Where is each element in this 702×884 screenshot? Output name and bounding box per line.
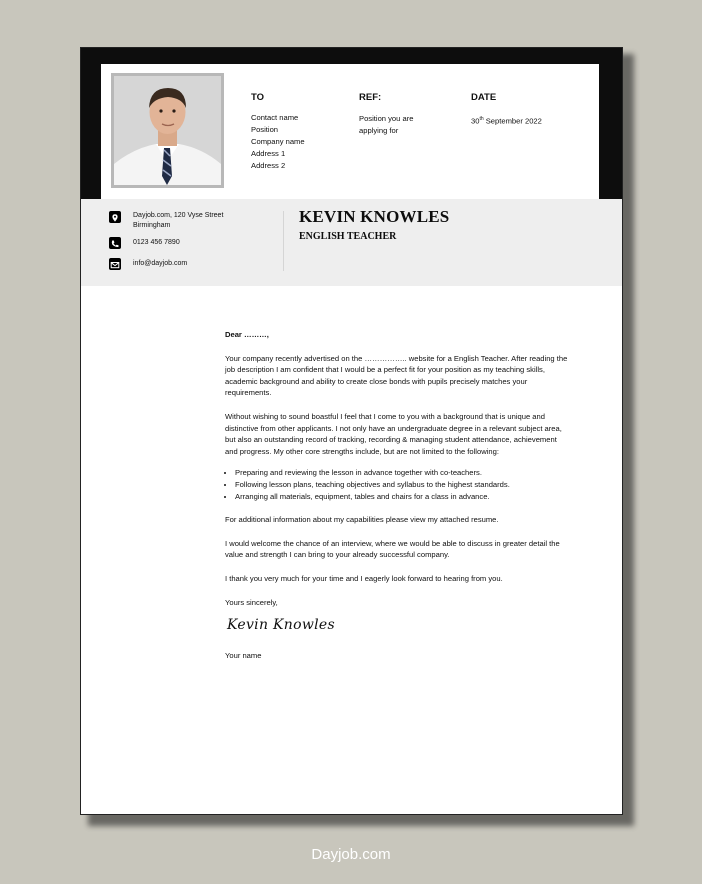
site-watermark: Dayjob.com [311,846,391,863]
your-name: Your name [225,650,262,660]
to-heading: TO [251,92,265,103]
closing: Yours sincerely, [225,597,278,607]
paragraph-background: Without wishing to sound boastful I feel that I come to you with a background that is unique and distinctive from other applicants. I not only have an undergraduate degree in a relevant subject area, but also an outstanding record of tracking, recording & managing student attendance, achievement and progress. My other core strengths include, but are not limited to the following: [225,411,562,456]
letter-body [225,329,570,673]
candidate-name: KEVIN KNOWLES [299,207,450,226]
candidate-role: ENGLISH TEACHER [299,231,397,242]
strengths-list [225,467,570,502]
ref-heading: REF: [359,92,382,103]
paragraph-thanks: I thank you very much for your time and I eagerly look forward to hearing from you. [225,573,503,583]
list-item: • Following lesson plans, teaching objectives and syllabus to the highest standards. [235,479,570,491]
ref-details: Position you are applying for [359,114,414,135]
list-item: • Arranging all materials, equipment, tables and chairs for a class in advance. [235,491,570,503]
to-details: Contact name Position Company name Address 1 Address 2 [251,113,305,170]
date-value: 30th September 2022 [471,116,542,126]
divider [283,211,284,271]
email-icon [109,258,121,270]
contact-email: info@dayjob.com [133,260,188,267]
signature: Kevin Knowles [227,617,335,634]
location-icon [109,211,121,223]
contact-phone: 0123 456 7890 [133,239,180,246]
paragraph-interview: I would welcome the chance of an interview, where we would be able to discuss in greater detail the value and strength I can bring to your already successful company. [225,538,560,560]
contact-address: Dayjob.com, 120 Vyse Street Birmingham [133,212,224,229]
paragraph-intro: Your company recently advertised on the …………….. website for a English Teacher. After reading the job description I am confident that I would be a perfect fit for your position as my teaching skills, academic background and ability to create close bonds with pupils precisely matches your requirements. [225,353,568,398]
salutation: Dear ………, [225,330,269,339]
paragraph-resume: For additional information about my capabilities please view my attached resume. [225,515,499,525]
phone-icon [109,237,121,249]
date-heading: DATE [471,92,497,103]
profile-photo [111,73,224,188]
cover-letter-page [80,47,623,815]
list-item: • Preparing and reviewing the lesson in advance together with co-teachers. [235,467,570,479]
